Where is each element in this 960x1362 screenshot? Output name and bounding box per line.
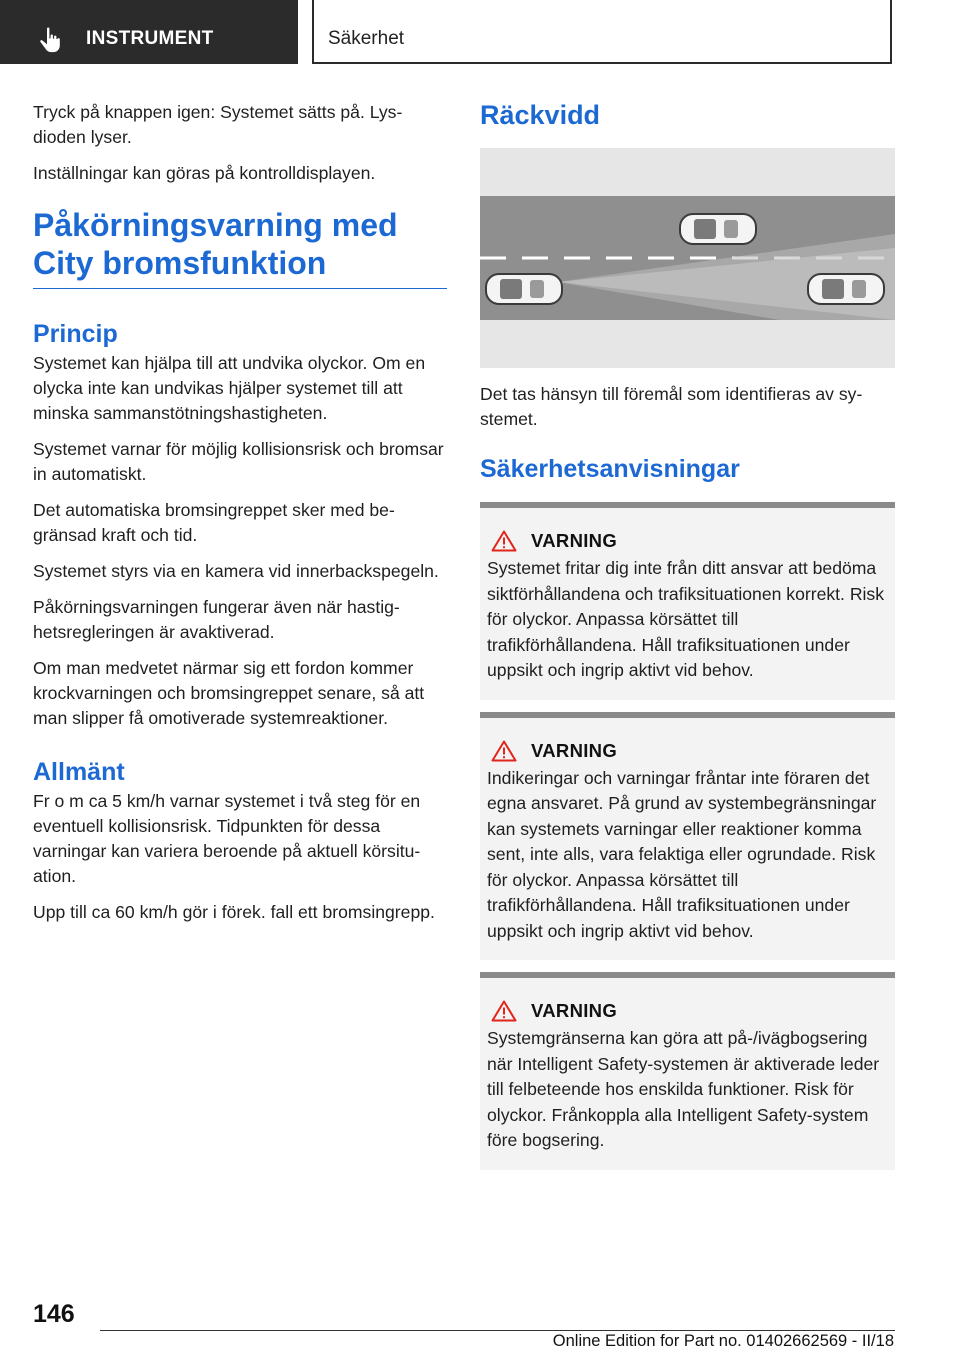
warning-title: VARNING [531, 1000, 618, 1021]
warning-triangle-icon [491, 1000, 517, 1022]
section-tab [0, 0, 298, 64]
hand-pointer-icon [38, 26, 64, 54]
allmant-paragraph: Fr o m ca 5 km/h varnar systemet i två steg för en eventuell kollisionsrisk. Tidpunkten för dessa varningar kan variera beroende på aktuell körsituation. [33, 791, 421, 886]
intro-paragraph-1: Tryck på knappen igen: Systemet sätts på. Lysdioden lyser. [33, 102, 403, 147]
page-number: 146 [33, 1300, 75, 1328]
heading-sakerhetsanvisningar: Säkerhetsanvisningar [480, 455, 740, 483]
intro-paragraph-2: Inställningar kan göras på kontrolldisplayen. [33, 163, 376, 183]
page-header [0, 0, 960, 66]
car-icon [680, 214, 756, 244]
car-icon [486, 274, 562, 304]
princip-paragraph: Det automatiska bromsingreppet sker med begränsad kraft och tid. [33, 500, 395, 545]
warning-triangle-icon [491, 740, 517, 762]
heading-princip: Princip [33, 320, 118, 348]
warning-title: VARNING [531, 530, 618, 551]
footer-divider [100, 1330, 895, 1331]
right-column [480, 100, 895, 1182]
warning-box [480, 972, 895, 1170]
chapter-title: Påkörningsvarning med City bromsfunktion [33, 206, 447, 289]
left-column [33, 100, 447, 936]
princip-paragraph: Systemet styrs via en kamera vid innerbackspegeln. [33, 561, 439, 581]
princip-paragraph: Påkörningsvarningen fungerar även när hastighetsregleringen är avaktiverad. [33, 597, 400, 642]
edition-label: Online Edition for Part no. 01402662569 - II/18 [552, 1332, 894, 1350]
princip-paragraph: Systemet kan hjälpa till att undvika olyckor. Om en olycka inte kan undvikas hjälper systemet till att minska sammanstötningshastigheten. [33, 353, 426, 423]
warning-text: Systemgränserna kan göra att på-/ivägbogsering när Intelligent Safety-systemen är aktiverade leder till felbeteende hos enskilda funktioner. Risk för olyckor. Frånkoppla alla Intelligent Safety-system före bogsering. [487, 1028, 880, 1150]
princip-paragraph: Om man medvetet närmar sig ett fordon kommer krockvarningen och bromsingreppet senare, så att man slipper få omotiverade systemreaktioner. [33, 658, 425, 728]
warning-box [480, 712, 895, 961]
warning-text: Indikeringar och varningar fråntar inte föraren det egna ansvaret. På grund av systembegränsningar kan systemets varningar eller reaktioner komma sent, inte alls, vara felaktiga eller ogrundade. Risk för olyckor. Anpassa körsättet till trafikförhållandena. Håll trafiksituationen under uppsikt och ingrip aktivt vid behov. [487, 767, 877, 941]
warning-box [480, 502, 895, 700]
section-label: INSTRUMENT [86, 28, 214, 49]
car-icon [808, 274, 884, 304]
topic-label: Säkerhet [328, 28, 405, 49]
heading-rackvidd: Räckvidd [480, 100, 601, 130]
topic-tab [312, 0, 892, 64]
page-footer [0, 1290, 960, 1362]
warning-triangle-icon [491, 530, 517, 552]
princip-paragraph: Systemet varnar för möjlig kollisionsrisk och bromsar in automatiskt. [33, 439, 444, 484]
warning-title: VARNING [531, 739, 618, 761]
warning-text: Systemet fritar dig inte från ditt ansvar att bedöma siktförhållandena och trafiksituationen korrekt. Risk för olyckor. Anpassa körsättet till trafikförhållandena. Håll trafiksituationen under uppsikt och ingrip aktivt vid behov. [487, 558, 885, 680]
figure-caption: Det tas hänsyn till föremål som identifieras av systemet. [480, 384, 863, 429]
range-illustration [480, 148, 895, 368]
allmant-paragraph: Upp till ca 60 km/h gör i förek. fall ett bromsingrepp. [33, 902, 435, 922]
heading-allmant: Allmänt [33, 758, 125, 786]
